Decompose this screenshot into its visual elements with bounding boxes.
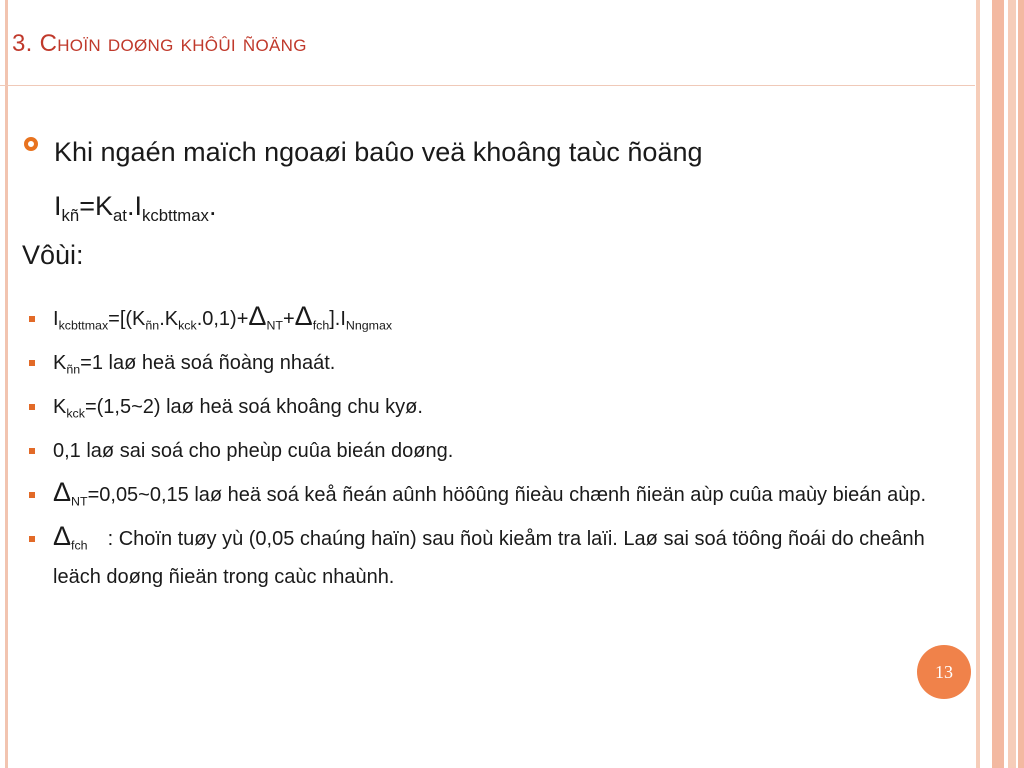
item-text: =0,05~0,15 laø heä soá keå ñeán aûnh höôûng ñieàu chænh ñieän aùp cuûa maùy bieán aùp.	[87, 484, 927, 506]
slide-title: 3. Choïn doøng khôûi ñoäng	[12, 30, 307, 57]
delta-symbol: Δ	[248, 301, 267, 331]
square-bullet-icon	[29, 360, 35, 366]
where-label: Vôùi:	[22, 240, 84, 270]
ring-bullet-icon	[24, 137, 38, 151]
title-divider	[0, 85, 975, 86]
subscript: fch	[71, 538, 88, 553]
definition-list	[26, 300, 961, 602]
list-item	[26, 520, 961, 596]
formula-part: .	[208, 191, 217, 221]
subscript: ñn	[145, 318, 160, 333]
subscript: kck	[178, 318, 197, 333]
right-decorative-stripes	[974, 0, 1024, 768]
square-bullet-icon	[29, 404, 35, 410]
delta-symbol: Δ	[53, 521, 72, 551]
square-bullet-icon	[29, 536, 35, 542]
item-text: K	[53, 352, 67, 374]
list-item	[26, 300, 961, 338]
formula-subscript: at	[112, 205, 127, 225]
main-formula	[54, 179, 944, 233]
item-text: =1 laø heä soá ñoàng nhaát.	[80, 352, 336, 374]
delta-symbol: Δ	[294, 301, 313, 331]
item-text: .K	[159, 308, 179, 330]
item-text: .0,1)+	[196, 308, 249, 330]
formula-subscript: kcbttmax	[141, 205, 209, 225]
subscript: kcbttmax	[58, 318, 109, 333]
item-text: : Choïn tuøy yù (0,05 chaúng haïn) sau ñoù kieåm tra laïi. Laø sai soá töông ñoái do cheânh leäch doøng ñieän trong caùc nhaùnh.	[53, 528, 925, 588]
item-text: 0,1 laø sai soá cho pheùp cuûa bieán doøng.	[53, 440, 454, 462]
item-text: I	[53, 308, 59, 330]
formula-part: .I	[126, 191, 142, 221]
main-bullet	[24, 125, 944, 233]
page-number-badge: 13	[917, 645, 971, 699]
list-item	[26, 344, 961, 382]
list-item	[26, 388, 961, 426]
square-bullet-icon	[29, 492, 35, 498]
subscript: fch	[312, 318, 330, 333]
left-border-line	[5, 0, 8, 768]
subscript: ñn	[66, 362, 81, 377]
formula-subscript: kñ	[61, 205, 80, 225]
subscript: Nngmax	[345, 318, 393, 333]
item-text: +	[282, 308, 295, 330]
main-bullet-text: Khi ngaén maïch ngoaøi baûo veä khoâng taùc ñoäng	[54, 137, 703, 167]
delta-symbol: Δ	[53, 477, 72, 507]
square-bullet-icon	[29, 316, 35, 322]
item-text: K	[53, 396, 67, 418]
subscript: NT	[71, 494, 88, 509]
subscript: kck	[66, 406, 85, 421]
formula-part: =K	[79, 191, 113, 221]
item-text: ].I	[329, 308, 346, 330]
formula-part: I	[54, 191, 62, 221]
list-item	[26, 476, 961, 514]
list-item	[26, 432, 961, 470]
item-text: =(1,5~2) laø heä soá khoâng chu kyø.	[84, 396, 423, 418]
square-bullet-icon	[29, 448, 35, 454]
item-text: =[(K	[108, 308, 146, 330]
subscript: NT	[266, 318, 283, 333]
